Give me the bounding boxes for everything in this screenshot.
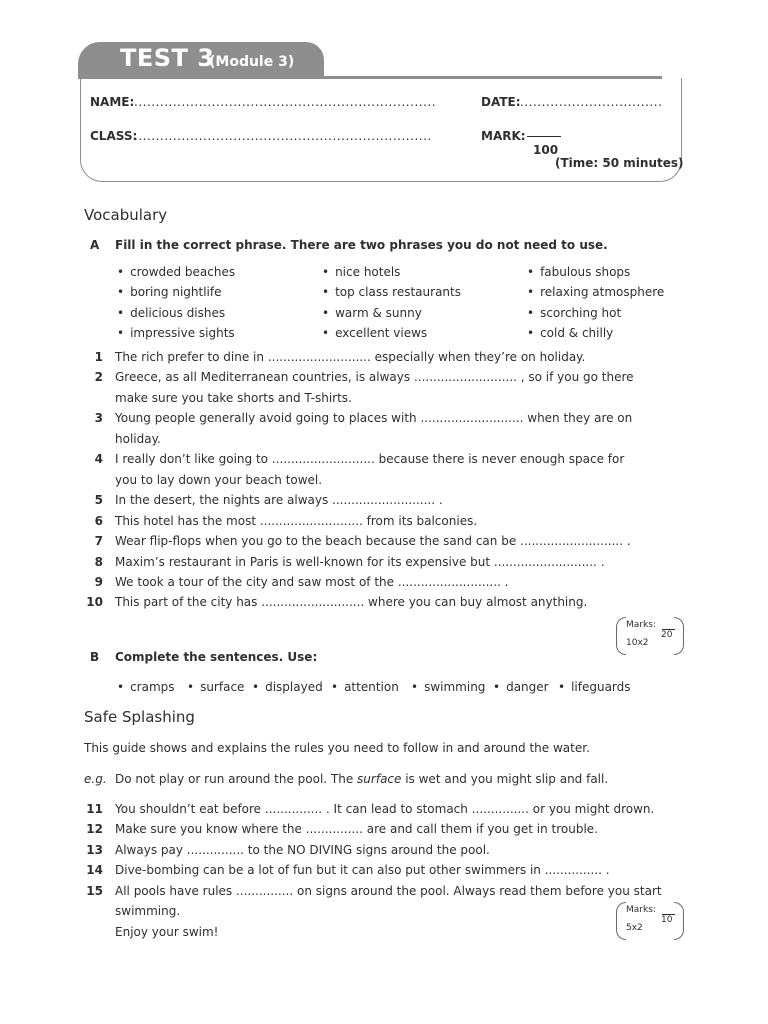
question-text: Maxim’s restaurant in Paris is well-known for its expensive but ........................... . bbox=[115, 554, 605, 569]
example-after: is wet and you might slip and fall. bbox=[401, 772, 609, 786]
example-sentence bbox=[115, 772, 608, 786]
question-text: Dive-bombing can be a lot of fun but it can also put other swimmers in ............... . bbox=[115, 863, 610, 878]
question-text: Wear flip-flops when you go to the beach because the sand can be ........................... . bbox=[115, 534, 631, 549]
question-number: 10 bbox=[86, 595, 103, 610]
question-text: This hotel has the most ........................... from its balconies. bbox=[115, 513, 478, 528]
question-number: 15 bbox=[86, 883, 103, 898]
question-text: swimming. bbox=[115, 904, 181, 918]
name-label: NAME: bbox=[90, 95, 135, 109]
word-bank-item: • danger bbox=[493, 680, 549, 694]
question-text: I really don’t like going to ........................... because there is never enough space for bbox=[115, 452, 625, 467]
phrase-item: • impressive sights bbox=[117, 326, 235, 340]
task-a-marks bbox=[616, 617, 684, 655]
question-number: 9 bbox=[94, 574, 103, 589]
question-number: 8 bbox=[94, 554, 103, 569]
question-number: 2 bbox=[94, 370, 103, 385]
task-b-instruction: Complete the sentences. Use: bbox=[115, 650, 318, 664]
question-number: 3 bbox=[94, 411, 103, 426]
marks-total: 20 bbox=[661, 630, 673, 640]
task-a-instruction: Fill in the correct phrase. There are two phrases you do not need to use. bbox=[115, 238, 608, 252]
marks-calc: 10x2 bbox=[626, 638, 649, 648]
test-title: TEST 3 bbox=[120, 44, 215, 72]
date-label: DATE: bbox=[481, 95, 521, 109]
question-text: Young people generally avoid going to places with ........................... when they are on bbox=[115, 411, 633, 426]
question-number: 4 bbox=[94, 452, 103, 467]
example-label: e.g. bbox=[84, 772, 107, 786]
mark-label: MARK: bbox=[481, 129, 526, 143]
question-number: 14 bbox=[86, 863, 103, 878]
question-number: 11 bbox=[86, 802, 103, 816]
phrase-item: • cold & chilly bbox=[527, 326, 613, 340]
class-label: CLASS: bbox=[90, 129, 138, 143]
guide-intro: This guide shows and explains the rules you need to follow in and around the water. bbox=[84, 741, 590, 755]
question-number: 6 bbox=[94, 513, 103, 528]
phrase-item: • delicious dishes bbox=[117, 306, 225, 320]
phrase-item: • relaxing atmosphere bbox=[527, 285, 664, 299]
task-b-marks bbox=[616, 902, 684, 940]
name-field[interactable]: ...................................................................... bbox=[134, 95, 437, 109]
question-number: 7 bbox=[94, 534, 103, 549]
marks-total: 10 bbox=[661, 915, 673, 925]
question-text: make sure you take shorts and T-shirts. bbox=[115, 390, 352, 405]
phrase-item: • fabulous shops bbox=[527, 265, 630, 279]
question-text: In the desert, the nights are always ........................... . bbox=[115, 493, 443, 508]
phrase-item: • nice hotels bbox=[322, 265, 400, 279]
date-field[interactable]: ................................. bbox=[520, 95, 663, 109]
question-number: 12 bbox=[86, 822, 103, 837]
closing-line: Enjoy your swim! bbox=[115, 925, 219, 939]
question-text: The rich prefer to dine in ........................... especially when they’re on holiday. bbox=[115, 350, 586, 364]
example-word: surface bbox=[357, 772, 402, 786]
question-text: We took a tour of the city and saw most of the ........................... . bbox=[115, 574, 509, 589]
word-bank-item: • swimming bbox=[411, 680, 485, 694]
word-bank-item: • cramps bbox=[117, 680, 175, 694]
question-text: Make sure you know where the ............... are and call them if you get in trouble. bbox=[115, 822, 598, 837]
marks-calc: 5x2 bbox=[626, 923, 643, 933]
vocabulary-heading: Vocabulary bbox=[84, 206, 168, 224]
question-text: You shouldn’t eat before ............... . It can lead to stomach ............... or you might drown. bbox=[115, 802, 655, 816]
question-text: holiday. bbox=[115, 431, 161, 446]
word-bank-item: • lifeguards bbox=[558, 680, 631, 694]
phrase-item: • scorching hot bbox=[527, 306, 621, 320]
question-text: All pools have rules ............... on signs around the pool. Always read them before you start bbox=[115, 883, 662, 898]
question-number: 5 bbox=[94, 493, 103, 508]
test-module: (Module 3) bbox=[209, 54, 295, 70]
phrase-item: • boring nightlife bbox=[117, 285, 221, 299]
marks-label: Marks: bbox=[626, 620, 656, 630]
class-field[interactable]: ..................................................................... bbox=[134, 129, 432, 143]
example-before: Do not play or run around the pool. The bbox=[115, 772, 358, 786]
question-text: you to lay down your beach towel. bbox=[115, 472, 323, 487]
word-bank-item: • surface bbox=[187, 680, 244, 694]
phrase-item: • top class restaurants bbox=[322, 285, 461, 299]
question-text: Greece, as all Mediterranean countries, is always ........................... , so if you go there bbox=[115, 370, 634, 385]
phrase-item: • crowded beaches bbox=[117, 265, 235, 279]
time-limit: (Time: 50 minutes) bbox=[555, 156, 684, 170]
mark-total: 100 bbox=[533, 143, 559, 157]
question-number: 1 bbox=[94, 350, 103, 364]
phrase-item: • warm & sunny bbox=[322, 306, 422, 320]
word-bank-item: • displayed bbox=[252, 680, 323, 694]
question-text: This part of the city has ........................... where you can buy almost anything. bbox=[115, 595, 588, 610]
word-bank-item: • attention bbox=[331, 680, 399, 694]
marks-label: Marks: bbox=[626, 905, 656, 915]
safe-splashing-heading: Safe Splashing bbox=[84, 708, 195, 726]
task-b-letter: B bbox=[90, 650, 100, 664]
phrase-item: • excellent views bbox=[322, 326, 427, 340]
question-number: 13 bbox=[86, 842, 103, 857]
task-a-letter: A bbox=[90, 238, 100, 252]
question-text: Always pay ............... to the NO DIVING signs around the pool. bbox=[115, 842, 490, 857]
mark-field[interactable] bbox=[527, 136, 561, 137]
